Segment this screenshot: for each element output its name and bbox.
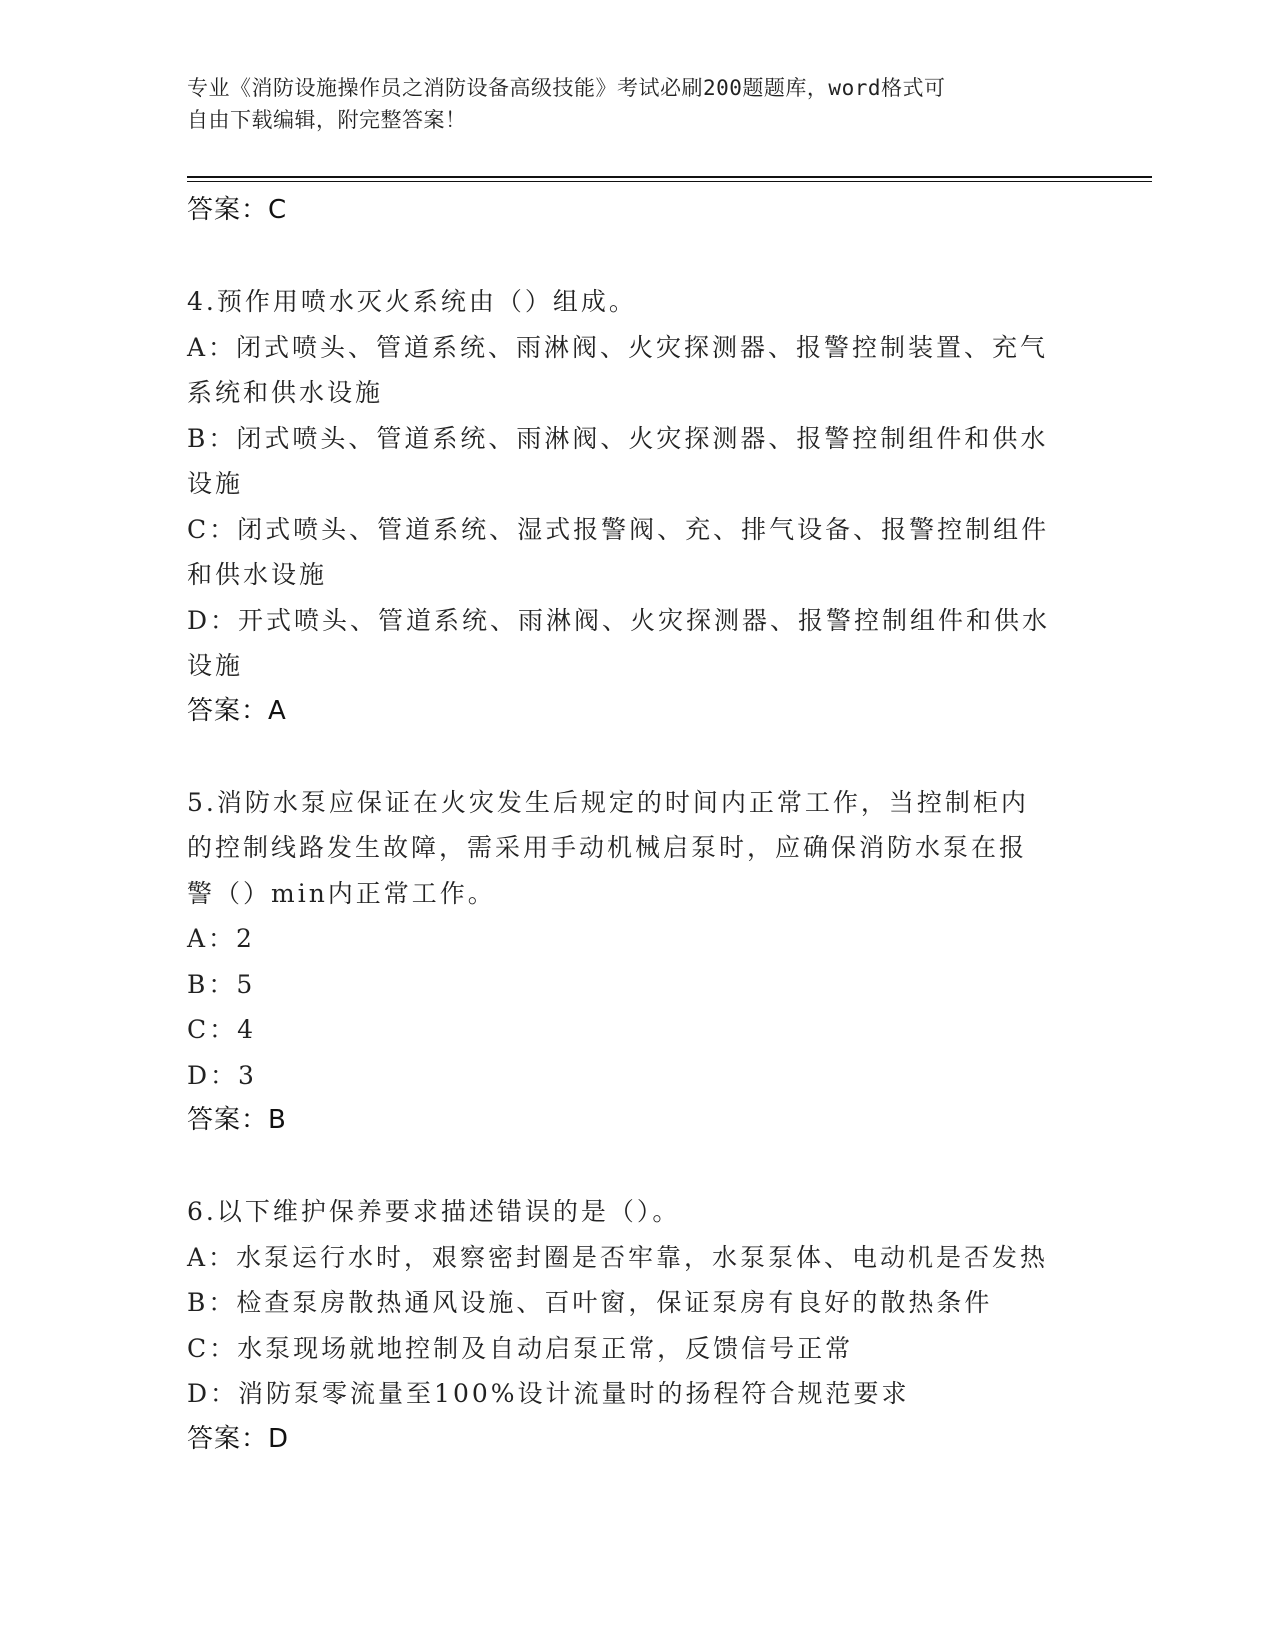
question-4-answer: 答案：A [187,695,287,726]
question-6-option-c: C：水泵现场就地控制及自动启泵正常，反馈信号正常 [187,1333,854,1363]
question-6-option-d: D：消防泵零流量至100%设计流量时的扬程符合规范要求 [187,1379,910,1408]
question-4-option-c-line1: C：闭式喷头、管道系统、湿式报警阀、充、排气设备、报警控制组件 [187,514,1050,544]
question-6 [187,1189,1077,1462]
question-4-option-a-line2: 系统和供水设施 [187,378,384,407]
question-5-option-d: D：3 [187,1060,257,1090]
question-5-option-c: C：4 [187,1015,257,1044]
question-6-option-b: B：检查泵房散热通风设施、百叶窗，保证泵房有良好的散热条件 [187,1288,993,1317]
header-rule-thin [187,181,1152,182]
question-4-option-d-line1: D：开式喷头、管道系统、雨淋阀、火灾探测器、报警控制组件和供水 [187,605,1051,635]
question-4-option-d-line2: 设施 [187,651,244,680]
question-5 [187,780,1077,1144]
question-5-answer: 答案：B [187,1105,287,1135]
question-4-option-a-line1: A：闭式喷头、管道系统、雨淋阀、火灾探测器、报警控制装置、充气 [187,332,1049,362]
header-rule-thick [187,176,1152,178]
question-4 [187,279,1077,734]
question-5-text-line1: 5.消防水泵应保证在火灾发生后规定的时间内正常工作，当控制柜内 [187,787,1029,817]
spacer [187,734,1077,780]
question-4-option-c-line2: 和供水设施 [187,560,328,589]
question-4-option-b-line2: 设施 [187,469,244,498]
answer-prev: 答案：C [187,195,288,225]
header-line-2: 自由下载编辑，附完整答案！ [187,108,467,132]
question-6-option-a: A：水泵运行水时，艰察密封圈是否牢靠，水泵泵体、电动机是否发热 [187,1242,1049,1272]
question-4-option-b-line1: B：闭式喷头、管道系统、雨淋阀、火灾探测器、报警控制组件和供水 [187,423,1049,453]
question-5-text-line2: 的控制线路发生故障，需采用手动机械启泵时，应确保消防水泵在报 [187,833,1028,862]
document-header [187,72,1067,136]
question-5-option-b: B：5 [187,969,256,999]
question-5-option-a: A：2 [187,924,255,953]
question-4-text: 4.预作用喷水灭火系统由（）组成。 [187,287,637,316]
question-5-text-line3: 警（）min内正常工作。 [187,878,496,908]
spacer [187,1143,1077,1189]
header-line-1: 专业《消防设施操作员之消防设备高级技能》考试必刷200题题库，word格式可 [187,76,946,100]
question-6-text: 6.以下维护保养要求描述错误的是（）。 [187,1197,681,1226]
question-6-answer: 答案：D [187,1423,290,1454]
document-body [187,188,1077,1462]
spacer [187,233,1077,279]
